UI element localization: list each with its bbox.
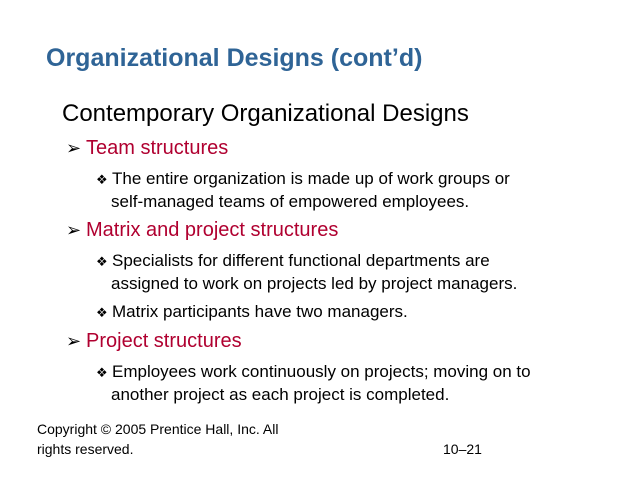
diamond-bullet-icon: ❖: [96, 305, 108, 320]
page-number: 10–21: [443, 441, 482, 457]
arrow-bullet-icon: ➢: [66, 331, 82, 351]
diamond-bullet-icon: ❖: [96, 172, 108, 187]
list-item: ❖ The entire organization is made up of work groups or self-managed teams of empowered employees.: [96, 169, 510, 211]
slide-title: Organizational Designs (cont’d): [46, 44, 423, 72]
diamond-bullet-icon: ❖: [96, 254, 108, 269]
section-heading-team-structures: ➢ Team structures: [66, 137, 229, 159]
copyright-notice: Copyright © 2005 Prentice Hall, Inc. All rights reserved.: [37, 421, 279, 457]
arrow-bullet-icon: ➢: [66, 220, 82, 240]
diamond-bullet-icon: ❖: [96, 365, 108, 380]
list-item: ❖ Specialists for different functional departments are assigned to work on projects led by project managers.: [96, 251, 518, 293]
list-item: ❖ Employees work continuously on projects; moving on to another project as each project is completed.: [96, 362, 531, 404]
section-heading-project-structures: ➢ Project structures: [66, 330, 242, 352]
slide-subtitle: Contemporary Organizational Designs: [62, 100, 469, 127]
list-item: ❖ Matrix participants have two managers.: [96, 301, 408, 324]
arrow-bullet-icon: ➢: [66, 138, 82, 158]
section-heading-matrix-structures: ➢ Matrix and project structures: [66, 219, 339, 241]
